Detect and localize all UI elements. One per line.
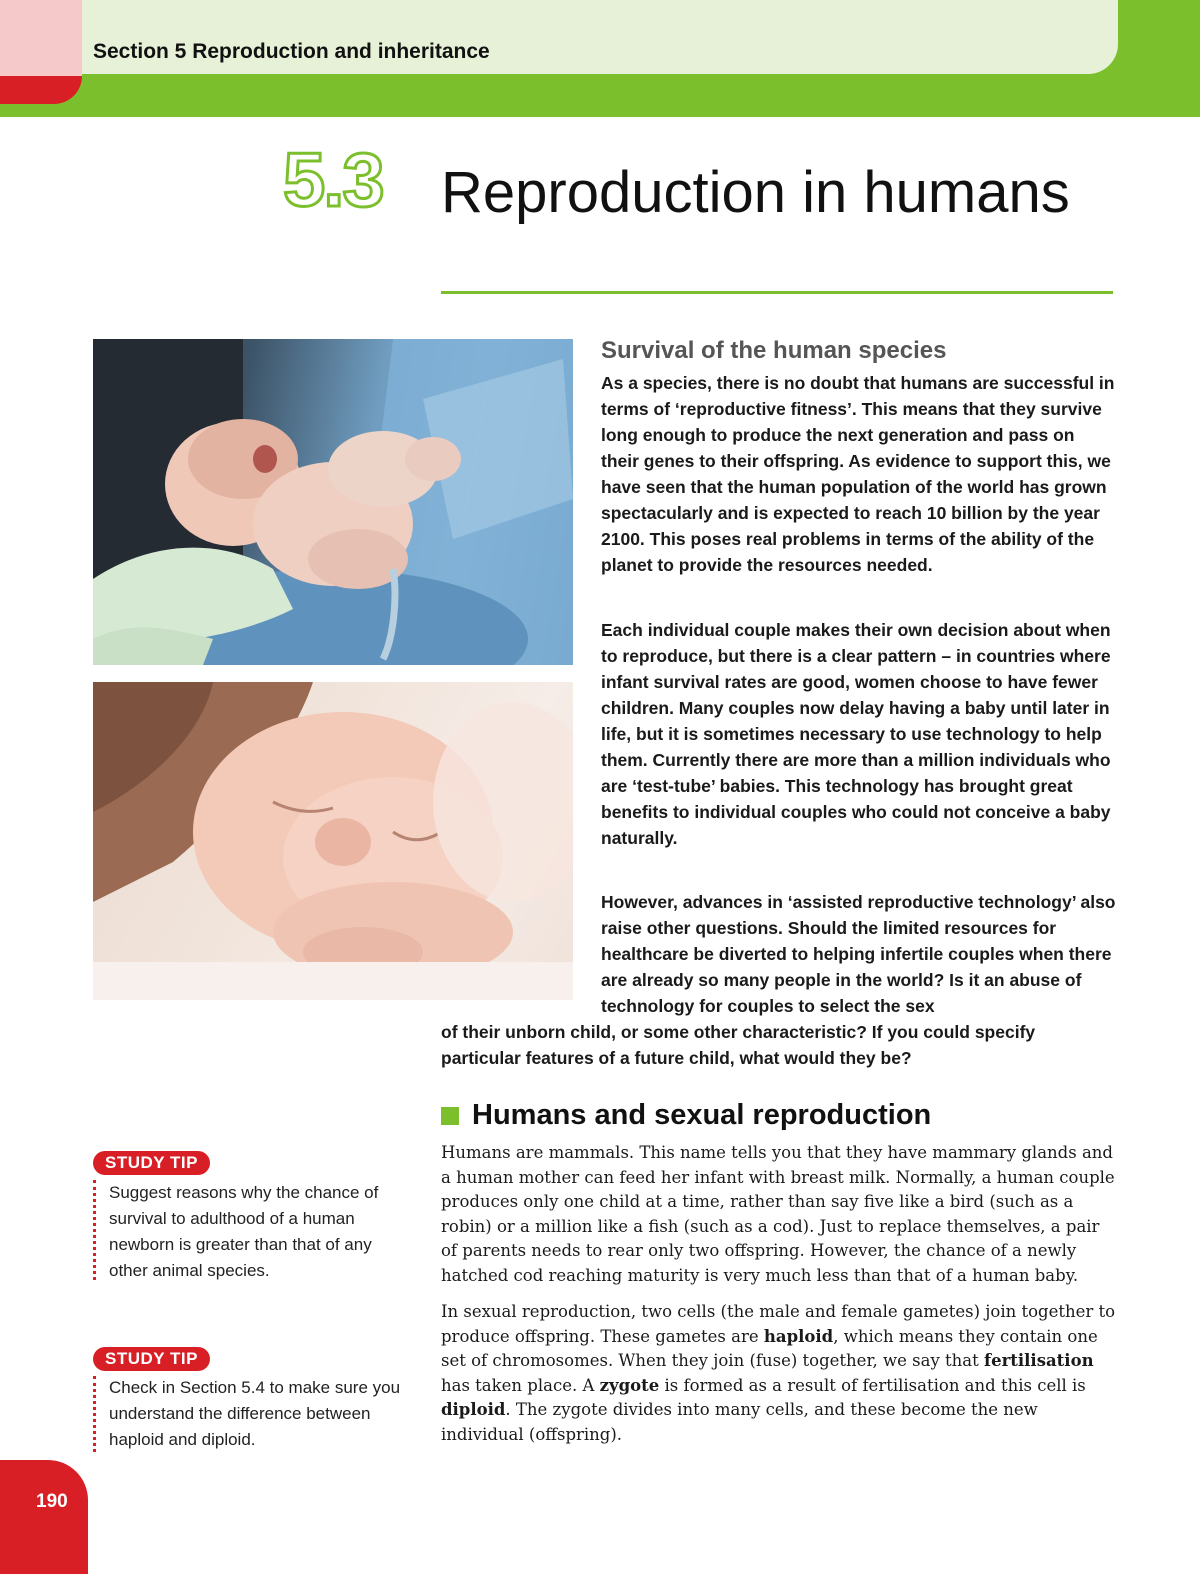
study-tip-dotted-rule	[93, 1180, 96, 1280]
study-tip-dotted-rule	[93, 1376, 96, 1452]
study-tip-text: Suggest reasons why the chance of survival to adulthood of a human newborn is greater than that of any other animal species.	[109, 1183, 379, 1280]
study-tip-label: STUDY TIP	[93, 1347, 210, 1371]
heading-bullet-square	[441, 1107, 459, 1125]
section-title: Section 5 Reproduction and inheritance	[93, 40, 490, 63]
keyword-diploid: diploid	[441, 1400, 506, 1419]
page-number: 190	[36, 1491, 68, 1512]
chapter-number: 5.3	[283, 138, 383, 223]
chapter-title-rule	[441, 291, 1113, 294]
survival-paragraph-1: As a species, there is no doubt that humans are successful in terms of ‘reproductive fitness’. This means that they survive long enough to produce the next generation and pass on their genes to their offspring. As evidence to support this, we have seen that the human population of the world has grown spectacularly and is expected to reach 10 billion by the year 2100. This poses real problems in terms of the ability of the planet to provide the resources needed.	[601, 373, 1115, 575]
keyword-haploid: haploid	[763, 1326, 834, 1346]
chapter-title: Reproduction in humans	[441, 160, 1070, 225]
header-corner-pink	[0, 0, 82, 76]
survival-paragraph-2: Each individual couple makes their own decision about when to reproduce, but there is a clear pattern – in countries where infant survival rates are good, women choose to have fewer children. Many couples now delay having a baby until later in life, but it is sometimes necessary to use technology to help them. Currently there are more than a million individuals who are ‘test-tube’ babies. This technology has brought great benefits to individual couples who could not conceive a baby naturally.	[601, 620, 1111, 848]
sexual-reproduction-paragraph-2: In sexual reproduction, two cells (the male and female gametes) join together to produce offspring. These gametes are haploid, which means they contain one set of chromosomes. When they join (fuse) together, we say that fertilisation has taken place. A zygote is formed as a result of fertilisation and this cell is diploid. The zygote divides into many cells, and these become the new individual (offspring).	[441, 1302, 1116, 1444]
page-number-tab	[0, 1460, 88, 1574]
survival-heading: Survival of the human species	[601, 337, 947, 364]
keyword-zygote: zygote	[599, 1375, 660, 1395]
sleeping-baby-photo	[93, 682, 573, 1000]
survival-paragraph-3: However, advances in ‘assisted reproductive technology’ also raise other questions. Should the limited resources for healthcare be diverted to helping infertile couples when there are already so many people in the world? Is it an abuse of technology for couples to select the sex	[601, 892, 1116, 1016]
keyword-fertilisation: fertilisation	[983, 1351, 1094, 1370]
study-tip-text: Check in Section 5.4 to make sure you understand the difference between haploid and diploid.	[109, 1378, 401, 1449]
sexual-reproduction-paragraph-1: Humans are mammals. This name tells you that they have mammary glands and a human mother can feed her infant with breast milk. Normally, a human couple produces only one child at a time, rather than say five like a bird (such as a robin) or a million like a fish (such as a cod). Just to replace themselves, a pair of parents needs to rear only two offspring. However, the chance of a newly hatched cod reaching maturity is very much less than that of a human baby.	[441, 1143, 1115, 1285]
sexual-reproduction-heading: Humans and sexual reproduction	[472, 1099, 932, 1131]
newborn-delivery-photo	[93, 339, 573, 665]
survival-paragraph-3-continued: of their unborn child, or some other characteristic? If you could specify particular features of a future child, what would they be?	[441, 1022, 1036, 1068]
study-tip-label: STUDY TIP	[93, 1151, 210, 1175]
